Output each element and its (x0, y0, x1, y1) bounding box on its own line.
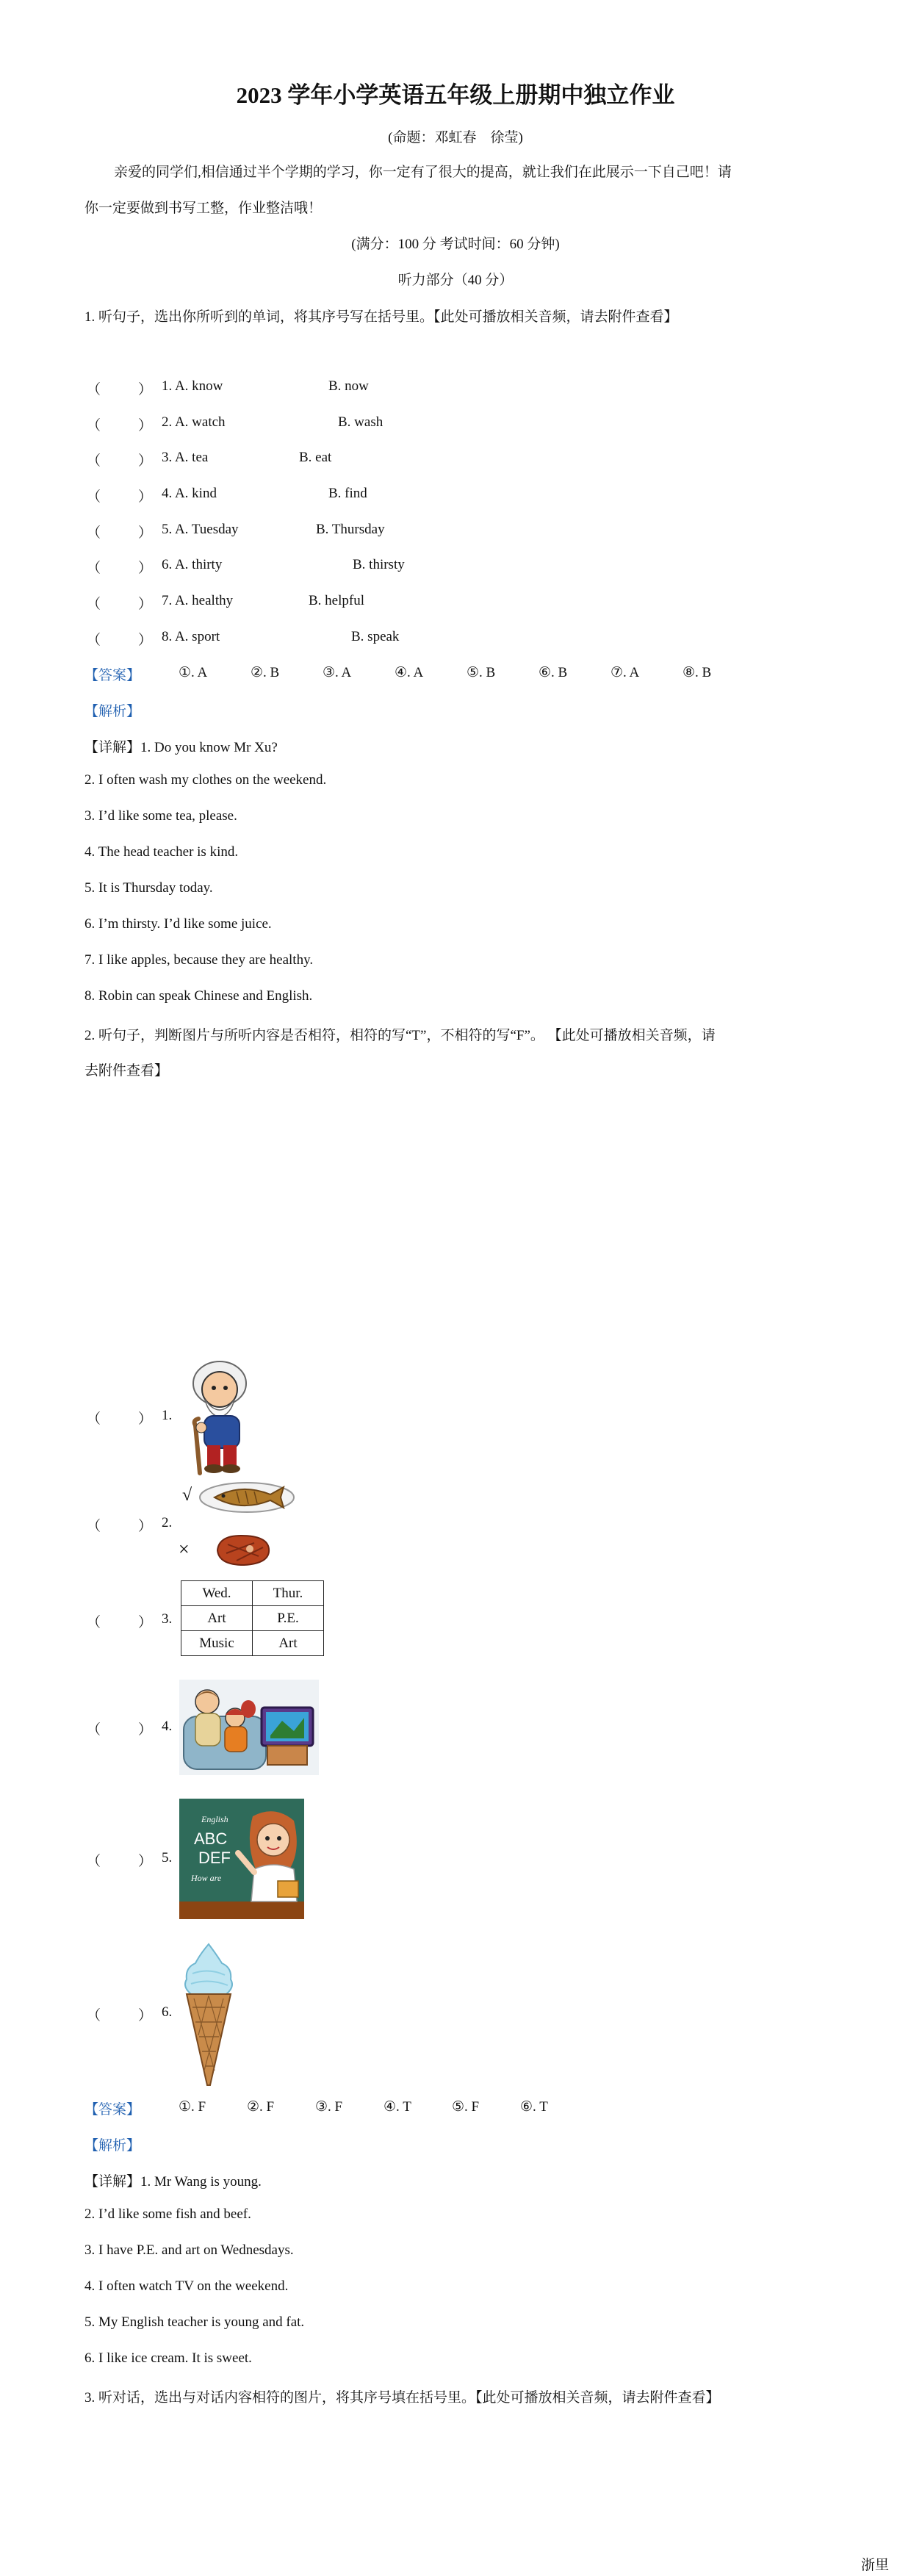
item-number: 1. (162, 1408, 173, 1423)
paren-left: （ (87, 525, 101, 541)
detail-line: 2. I’d like some fish and beef. (84, 2206, 251, 2222)
table-cell: Art (181, 1606, 253, 1631)
answer-label: 【答案】 (84, 668, 141, 683)
detail-line: 7. I like apples, because they are healthy. (84, 952, 314, 968)
intro-line-1: 亲爱的同学们,相信通过半个学期的学习，你一定有了很大的提高，就让我们在此展示一下自己吧！请 (114, 165, 732, 180)
detail-line: 4. The head teacher is kind. (84, 844, 239, 860)
paren-left: （ (87, 382, 101, 397)
fish-plate-icon (197, 1477, 297, 1515)
cross-mark: × (179, 1539, 190, 1560)
ice-cream-cone-icon (179, 1941, 238, 2088)
answer-item: ②. F (247, 2099, 275, 2115)
item-number: 4. (162, 1719, 173, 1734)
option-a: 4. A. kind (162, 486, 217, 501)
paren-right: ） (138, 525, 153, 541)
board-text-line: How are (191, 1873, 222, 1883)
answer-item: ④. T (384, 2099, 411, 2115)
table-cell: Art (253, 1631, 324, 1656)
option-b: B. now (328, 378, 369, 394)
paren-right: ） (138, 418, 153, 433)
option-a: 7. A. healthy (162, 593, 234, 608)
answer-item: ⑤. B (467, 665, 496, 680)
table-row (181, 1631, 324, 1656)
paren-right: ） (138, 1411, 153, 1427)
score-time-line: (满分：100 分 考试时间：60 分钟) (351, 237, 560, 252)
option-a: 1. A. know (162, 378, 223, 394)
page-title: 2023 学年小学英语五年级上册期中独立作业 (236, 82, 675, 108)
authors-line: (命题：邓虹春 徐莹) (388, 130, 523, 145)
paren-right: ） (138, 2008, 153, 2023)
table-cell: Thur. (253, 1581, 324, 1606)
detail-line: 3. I have P.E. and art on Wednesdays. (84, 2242, 294, 2258)
board-text-line: English (201, 1814, 228, 1824)
paren-left: （ (87, 561, 101, 576)
option-a: 5. A. Tuesday (162, 522, 239, 537)
paren-left: （ (87, 1722, 101, 1738)
table-row (181, 1581, 324, 1606)
analysis-label: 【解析】 (84, 704, 141, 719)
paren-left: （ (87, 453, 101, 469)
answer-item: ④. A (395, 665, 424, 680)
family-watching-tv-icon (179, 1680, 319, 1775)
table-row (181, 1606, 324, 1631)
option-a: 2. A. watch (162, 414, 226, 430)
answer-item: ③. A (323, 665, 352, 680)
detail-line: 6. I like ice cream. It is sweet. (84, 2350, 252, 2366)
option-a: 3. A. tea (162, 450, 209, 465)
answer-item: ①. F (179, 2099, 206, 2115)
detail-line: 3. I’d like some tea, please. (84, 808, 237, 824)
item-number: 2. (162, 1515, 173, 1530)
option-a: 6. A. thirty (162, 557, 223, 572)
board-text-line: DEF (198, 1849, 231, 1867)
option-b: B. wash (338, 414, 384, 430)
option-b: B. speak (351, 629, 400, 644)
item-number: 6. (162, 2004, 173, 2020)
paren-right: ） (138, 633, 153, 648)
teacher-at-blackboard-icon (179, 1799, 304, 1919)
table-cell: Music (181, 1631, 253, 1656)
answer-item: ⑥. B (539, 665, 568, 680)
option-b: B. thirsty (353, 557, 405, 572)
paren-right: ） (138, 561, 153, 576)
paren-right: ） (138, 597, 153, 612)
answer-item: ⑤. F (452, 2099, 480, 2115)
q2-prompt-line-2: 去附件查看】 (84, 1063, 169, 1079)
paren-right: ） (138, 489, 153, 505)
table-cell: P.E. (253, 1606, 324, 1631)
option-b: B. helpful (309, 593, 364, 608)
q1-prompt: 1. 听句子，选出你所听到的单词，将其序号写在括号里。【此处可播放相关音频，请去附件查看】 (84, 309, 678, 325)
board-text-line: ABC (194, 1830, 228, 1848)
option-b: B. find (328, 486, 367, 501)
detail-line: 6. I’m thirsty. I’d like some juice. (84, 916, 272, 932)
paren-left: （ (87, 1411, 101, 1427)
detail-line: 【详解】1. Mr Wang is young. (84, 2174, 262, 2190)
detail-line: 8. Robin can speak Chinese and English. (84, 988, 313, 1004)
detail-line: 4. I often watch TV on the weekend. (84, 2278, 289, 2294)
option-a: 8. A. sport (162, 629, 220, 644)
paren-left: （ (87, 633, 101, 648)
item-number: 5. (162, 1850, 173, 1866)
answer-item: ⑥. T (520, 2099, 548, 2115)
paren-right: ） (138, 382, 153, 397)
answer-item: ⑦. A (611, 665, 640, 680)
footer-note: 浙里 (860, 2558, 889, 2573)
paren-right: ） (138, 1519, 153, 1534)
paren-left: （ (87, 489, 101, 505)
timetable (181, 1580, 324, 1656)
paren-left: （ (87, 418, 101, 433)
answer-item: ③. F (315, 2099, 343, 2115)
paren-right: ） (138, 1615, 153, 1630)
intro-line-2: 你一定要做到书写工整，作业整洁哦！ (84, 201, 323, 216)
detail-line: 2. I often wash my clothes on the weekend. (84, 772, 327, 788)
paren-left: （ (87, 2008, 101, 2023)
paren-left: （ (87, 1519, 101, 1534)
detail-line: 5. My English teacher is young and fat. (84, 2314, 305, 2330)
paren-left: （ (87, 1615, 101, 1630)
old-man-with-cane-icon (179, 1356, 262, 1477)
answer-item: ⑧. B (683, 665, 712, 680)
detail-line: 【详解】1. Do you know Mr Xu? (84, 740, 278, 755)
option-b: B. eat (299, 450, 332, 465)
q2-prompt-line-1: 2. 听句子，判断图片与所听内容是否相符，相符的写“T”，不相符的写“F”。 【此处可播放相关音频，请 (84, 1028, 716, 1043)
check-mark: √ (182, 1486, 192, 1505)
paren-right: ） (138, 453, 153, 469)
q3-prompt: 3. 听对话，选出与对话内容相符的图片，将其序号填在括号里。【此处可播放相关音频，请去附件查看】 (84, 2390, 720, 2406)
paren-left: （ (87, 1854, 101, 1869)
section-heading: 听力部分（40 分） (397, 273, 514, 288)
paren-right: ） (138, 1854, 153, 1869)
answer-item: ①. A (179, 665, 208, 680)
answer-label: 【答案】 (84, 2102, 141, 2118)
item-number: 3. (162, 1611, 173, 1627)
beef-steak-icon (212, 1531, 275, 1568)
table-cell: Wed. (181, 1581, 253, 1606)
answer-item: ②. B (251, 665, 280, 680)
option-b: B. Thursday (316, 522, 385, 537)
paren-right: ） (138, 1722, 153, 1738)
detail-line: 5. It is Thursday today. (84, 880, 213, 896)
analysis-label: 【解析】 (84, 2138, 141, 2154)
paren-left: （ (87, 597, 101, 612)
